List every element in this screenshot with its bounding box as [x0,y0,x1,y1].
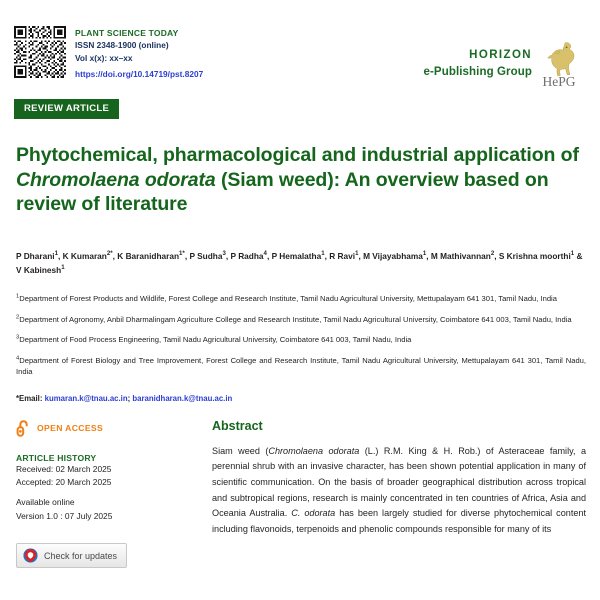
abstract-text [212,444,586,538]
publisher-logo-label: HePG [542,74,576,89]
journal-identity-block [75,26,203,82]
author-item[interactable] [231,251,267,261]
author-affil-marker: 2* [106,250,113,258]
corresponding-email-2[interactable]: baranidharan.k@tnau.ac.in [132,394,233,404]
affiliation-list [0,277,600,378]
journal-title: PLANT SCIENCE TODAY [75,28,179,38]
author-name: M Mathivannan [430,251,491,262]
page-title [0,132,600,218]
author-item[interactable] [189,251,225,261]
open-access-badge[interactable] [16,419,194,437]
qr-code-icon[interactable] [14,26,66,78]
abstract-species-2: C. odorata [291,508,336,519]
lower-content [0,405,600,568]
author-affil-marker: 2 [490,250,495,258]
author-item[interactable] [16,251,58,261]
crossmark-icon [23,548,38,563]
title-part-1: Phytochemical, pharmacological and industrial application of [16,143,579,166]
affiliation-item [16,334,586,346]
author-affil-marker: 1* [179,250,185,258]
author-item[interactable] [431,251,494,261]
open-access-label: OPEN ACCESS [37,422,104,433]
open-access-lock-icon [16,419,31,437]
author-affil-marker: 1 [54,250,58,258]
affiliation-marker: 3 [16,334,20,341]
masthead [0,0,600,90]
author-name: M Vijayabhama [363,251,423,262]
author-name: K Baranidharan [117,251,180,262]
masthead-left [14,26,203,82]
author-affil-marker: 1 [61,264,65,272]
affiliation-text: Department of Forest Biology and Tree Improvement, Forest College and Research Institute, Tamil Nadu Agricultural University, Mettupalayam 641 301, Tamil Nadu, India [16,355,586,377]
author-name: P Radha [230,251,264,262]
abstract-section [212,419,586,568]
author-item[interactable] [16,265,65,275]
affiliation-text: Department of Food Process Engineering, Tamil Nadu Agricultural University, Coimbatore 641 003, Tamil Nadu, India [19,335,412,345]
article-history-heading: ARTICLE HISTORY [16,452,97,463]
crossmark-label: Check for updates [44,550,118,561]
author-list: P Dharani$^1$, K Kumaran$^{2*}$, K Baranidharan$^{1*}$, P Sudha$^3$, P Radha$^4$, P Hemalatha$^1$, R Ravi$^1$, M Vijayabhama$^1$, M Mathivannan$^2$, S Krishna moorthi$^1$ & V Kabinesh$^1$ [16,250,583,275]
abstract-heading: Abstract [212,418,263,433]
author-item[interactable] [272,251,325,261]
status-badge: REVIEW ARTICLE [14,99,119,119]
affiliation-marker: 1 [16,293,20,300]
author-affil-marker: 1 [355,250,359,258]
pegasus-logo-icon [538,38,580,90]
affiliation-item [16,293,586,305]
author-affil-marker: 1 [422,250,427,258]
author-affil-marker: 1 [570,250,575,258]
history-version: Version 1.0 : 07 July 2025 [16,510,113,521]
author-conjunction: & [576,251,583,262]
abstract-seg-1: Siam weed ( [212,445,269,456]
corresponding-email-1[interactable]: kumaran.k@tnau.ac.in [44,394,128,404]
author-name: P Dharani [16,251,55,262]
author-affil-marker: 4 [263,250,267,258]
author-name: R Ravi [329,251,356,262]
publisher-name-line2: e-Publishing Group [423,66,532,78]
affiliation-text: Department of Forest Products and Wildlife, Forest College and Research Institute, Tamil Nadu Agricultural University, Mettupalayam 641 301, Tamil Nadu, India [19,294,557,304]
history-available-online: Available online [16,496,75,507]
affiliation-marker: 2 [16,314,20,321]
journal-volume: Vol x(x): xx–xx [75,52,133,63]
author-item[interactable] [117,251,185,261]
author-name: K Kumaran [62,251,107,262]
author-item[interactable] [329,251,358,261]
title-species: Chromolaena odorata [16,168,216,191]
publisher-name-line1: HORIZON [469,48,532,61]
correspondence-line [0,387,600,405]
article-sidebar [16,419,194,568]
author-name: S Krishna moorthi [498,251,571,262]
author-affil-marker: 1 [321,250,325,258]
article-type-row [0,90,600,119]
author-name: P Sudha [189,251,223,262]
author-item[interactable] [499,251,574,261]
affiliation-item [16,355,586,378]
crossmark-button[interactable] [16,543,127,568]
title-part-2: (Siam weed): An overview based on review of literature [16,168,549,216]
doi-link[interactable]: https://doi.org/10.14719/pst.8207 [75,69,204,80]
author-item[interactable] [363,251,426,261]
abstract-species-1: Chromolaena odorata [268,445,360,456]
author-item[interactable] [63,251,113,261]
author-name: P Hemalatha [271,251,322,262]
email-label: *Email: [16,394,43,404]
affiliation-text: Department of Agronomy, Anbil Dharmalingam Agriculture College and Research Institute, Tamil Nadu Agricultural University, Coimbatore 641 003, Tamil Nadu, India [19,314,572,324]
abstract-seg-3: has been largely studied for diverse phytochemical content including flavonoids, terpenoids and phenolic compounds responsible for many of its [212,508,586,534]
abstract-seg-2: (L.) R.M. King & H. Rob.) of Asteraceae family, a perennial shrub with an invasive character, has been shown potential application in many of scientific communication. On the basis of broader geographical distribution across tropical and subtropical regions, research is mainly concentrated in ten countries of Africa, Asia and Oceania Australia. [212,445,587,519]
author-affil-marker: 3 [222,250,226,258]
history-received: Received: 02 March 2025 [16,463,112,474]
affiliation-item [16,314,586,326]
affiliation-marker: 4 [16,355,20,362]
history-accepted: Accepted: 20 March 2025 [16,477,112,488]
email-separator: ; [127,394,131,404]
author-name: V Kabinesh [16,264,62,275]
journal-issn: ISSN 2348-1900 (online) [75,40,169,51]
publisher-block [424,26,587,90]
